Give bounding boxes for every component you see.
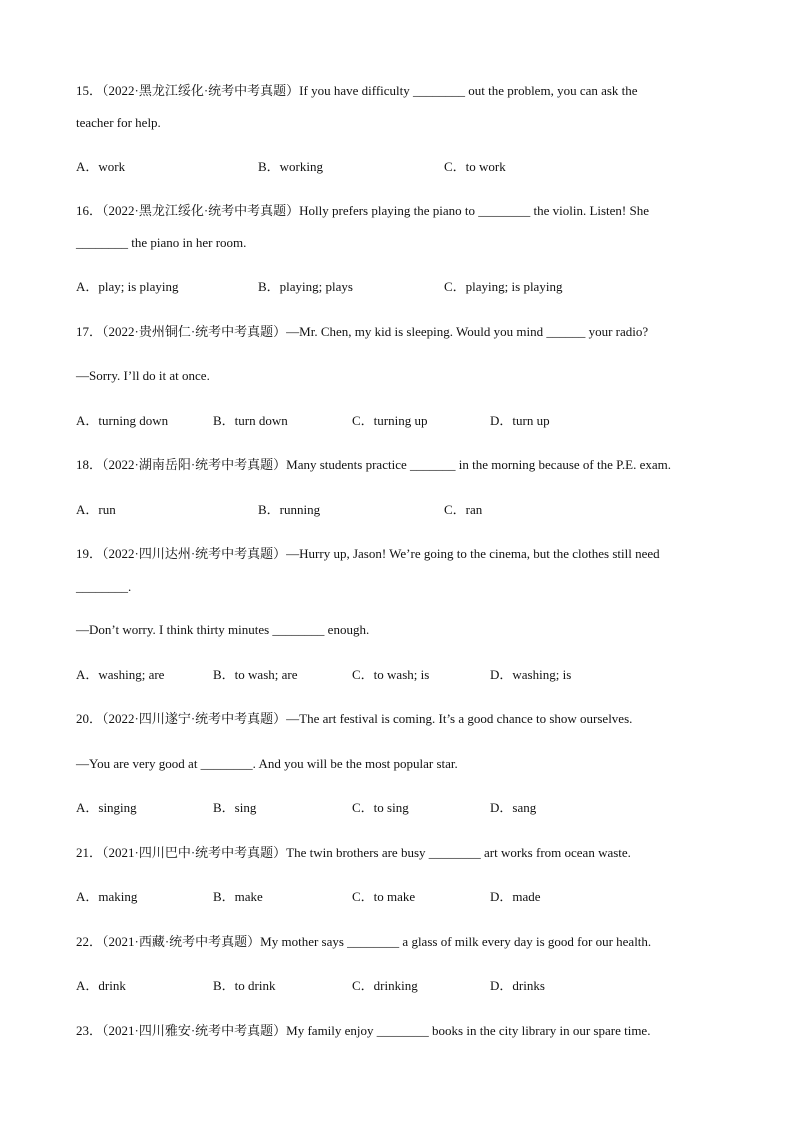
q20-option-a: A．singing <box>76 800 137 815</box>
q17-option-d: D．turn up <box>490 413 550 428</box>
q16-option-a: A．play; is playing <box>76 279 179 294</box>
q15-option-c: C．to work <box>444 159 506 174</box>
q19-option-d: D．washing; is <box>490 667 572 682</box>
q17-option-b: B．turn down <box>213 413 288 428</box>
q16-option-c: C．playing; is playing <box>444 279 563 294</box>
question-21-text: 21．（2021·四川巴中·统考中考真题）The twin brothers are busy ________ art works from ocean waste. <box>76 845 631 860</box>
question-22-text: 22．（2021·西藏·统考中考真题）My mother says ________ a glass of milk every day is good for our health. <box>76 934 652 949</box>
question-15-text-cont: teacher for help. <box>76 115 161 130</box>
q18-option-c: C．ran <box>444 502 483 517</box>
question-19-reply: —Don’t worry. I think thirty minutes ________ enough. <box>76 622 370 637</box>
q20-option-b: B．sing <box>213 800 257 815</box>
q21-option-a: A．making <box>76 889 138 904</box>
q22-option-b: B．to drink <box>213 978 276 993</box>
q19-option-b: B．to wash; are <box>213 667 298 682</box>
q21-option-b: B．make <box>213 889 263 904</box>
question-16-text: 16．（2022·黑龙江绥化·统考中考真题）Holly prefers playing the piano to ________ the violin. Listen! She <box>76 203 650 218</box>
q19-option-c: C．to wash; is <box>352 667 430 682</box>
q17-option-a: A．turning down <box>76 413 169 428</box>
question-19-text-cont: ________. <box>76 579 132 594</box>
q15-option-a: A．work <box>76 159 126 174</box>
question-23-text: 23．（2021·四川雅安·统考中考真题）My family enjoy ________ books in the city library in our spare time. <box>76 1023 651 1038</box>
question-17-text-cont: —Sorry. I’ll do it at once. <box>76 368 210 383</box>
q17-option-c: C．turning up <box>352 413 428 428</box>
q22-option-a: A．drink <box>76 978 126 993</box>
q22-option-c: C．drinking <box>352 978 418 993</box>
q16-option-b: B．playing; plays <box>258 279 353 294</box>
q15-option-b: B．working <box>258 159 324 174</box>
q20-option-c: C．to sing <box>352 800 409 815</box>
q21-option-c: C．to make <box>352 889 416 904</box>
question-16-text-cont: ________ the piano in her room. <box>76 235 247 250</box>
q21-option-d: D．made <box>490 889 541 904</box>
question-19-text: 19．（2022·四川达州·统考中考真题）—Hurry up, Jason! We’re going to the cinema, but the clothes still need <box>76 546 660 561</box>
question-18-text: 18．（2022·湖南岳阳·统考中考真题）Many students practice _______ in the morning because of the P.E. exam. <box>76 457 672 472</box>
question-20-text: 20．（2022·四川遂宁·统考中考真题）—The art festival is coming. It’s a good chance to show ourselves. <box>76 711 633 726</box>
question-15-text: 15．（2022·黑龙江绥化·统考中考真题）If you have difficulty ________ out the problem, you can ask the <box>76 83 638 98</box>
q18-option-b: B．running <box>258 502 321 517</box>
question-20-reply: —You are very good at ________. And you will be the most popular star. <box>76 756 458 771</box>
question-17-text: 17．（2022·贵州铜仁·统考中考真题）—Mr. Chen, my kid is sleeping. Would you mind ______ your radio? <box>76 324 649 339</box>
q22-option-d: D．drinks <box>490 978 545 993</box>
q18-option-a: A．run <box>76 502 116 517</box>
q19-option-a: A．washing; are <box>76 667 165 682</box>
q20-option-d: D．sang <box>490 800 537 815</box>
